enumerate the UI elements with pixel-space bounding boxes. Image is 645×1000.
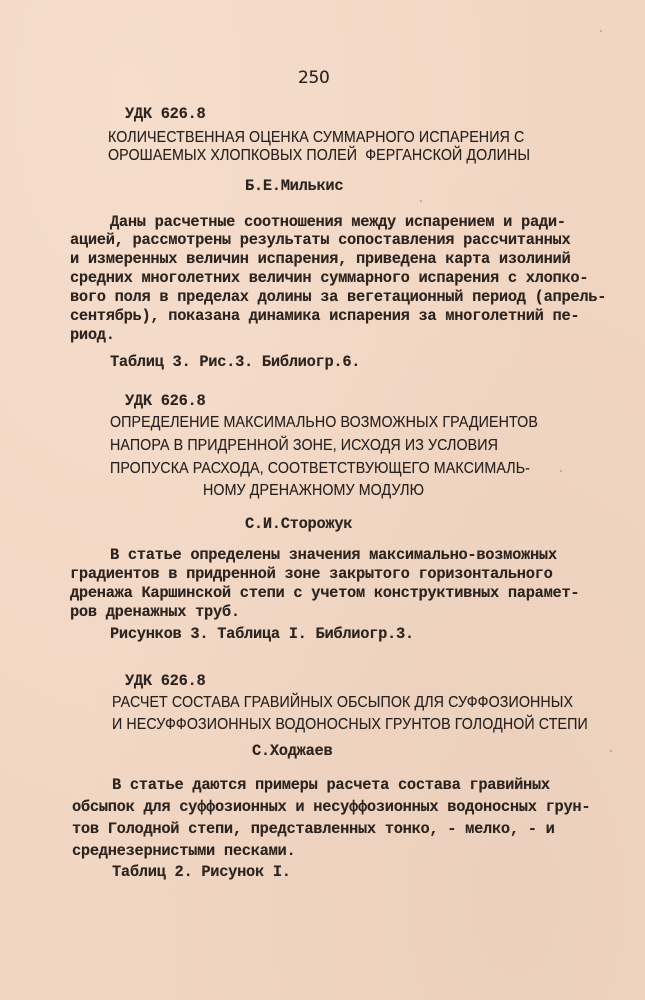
article-1-title-line-2: ОРОШАЕМЫХ ХЛОПКОВЫХ ПОЛЕЙ ФЕРГАНСКОЙ ДОЛИНЫ xyxy=(108,147,531,164)
paper-speck xyxy=(330,300,332,302)
article-3-abstract-line-1: В статье даются примеры расчета состава гравийных xyxy=(112,776,550,794)
article-1-abstract-line-2: ацией, рассмотрены результаты сопоставления рассчитанных xyxy=(70,231,571,249)
article-1-abstract-line-4: средних многолетних величин суммарного испарения с хлопко- xyxy=(70,269,589,287)
paper-speck xyxy=(560,470,562,472)
article-1-abstract-line-7: риод. xyxy=(70,326,115,344)
article-3-title-line-1: РАСЧЕТ СОСТАВА ГРАВИЙНЫХ ОБСЫПОК ДЛЯ СУФФОЗИОННЫХ xyxy=(112,694,574,711)
article-1-title-line-1: КОЛИЧЕСТВЕННАЯ ОЦЕНКА СУММАРНОГО ИСПАРЕНИЯ С xyxy=(108,129,525,146)
article-2-title-line-1: ОПРЕДЕЛЕНИЕ МАКСИМАЛЬНО ВОЗМОЖНЫХ ГРАДИЕНТОВ xyxy=(110,414,538,431)
article-1-author: Б.Е.Милькис xyxy=(245,177,344,195)
article-2-abstract-line-4: ров дренажных труб. xyxy=(70,603,240,621)
article-1-abstract-line-6: сентябрь), показана динамика испарения за многолетний пе- xyxy=(70,307,580,325)
article-3-title-line-2: И НЕСУФФОЗИОННЫХ ВОДОНОСНЫХ ГРУНТОВ ГОЛОДНОЙ СТЕПИ xyxy=(112,716,588,733)
page-number: 250 xyxy=(298,68,330,88)
article-2-author: С.И.Сторожук xyxy=(245,515,353,533)
article-3-udk: УДК 626.8 xyxy=(125,672,206,690)
article-3-author: С.Ходжаев xyxy=(252,742,333,760)
article-3-abstract-line-4: среднезернистыми песками. xyxy=(72,842,296,860)
paper-speck xyxy=(420,200,422,202)
article-2-abstract-line-2: градиентов в придренной зоне закрытого горизонтального xyxy=(70,565,553,583)
article-1-abstract-line-3: и измеренных величин испарения, приведена карта изолиний xyxy=(70,250,571,268)
article-1-refs: Таблиц 3. Рис.3. Библиогр.6. xyxy=(110,353,361,371)
article-2-udk: УДК 626.8 xyxy=(125,392,206,410)
article-1-abstract-line-5: вого поля в пределах долины за вегетационный период (апрель- xyxy=(70,288,607,306)
article-1-udk: УДК 626.8 xyxy=(125,105,206,123)
article-3-abstract-line-3: тов Голодной степи, представленных тонко, - мелко, - и xyxy=(72,820,555,838)
article-3-refs: Таблиц 2. Рисунок I. xyxy=(112,863,291,881)
article-2-title-line-4: НОМУ ДРЕНАЖНОМУ МОДУЛЮ xyxy=(203,482,425,499)
article-3-abstract-line-2: обсыпок для суффозионных и несуффозионных водоносных грун- xyxy=(72,798,591,816)
paper-speck xyxy=(600,30,602,32)
article-2-title-line-2: НАПОРА В ПРИДРЕННОЙ ЗОНЕ, ИСХОДЯ ИЗ УСЛОВИЯ xyxy=(110,437,499,454)
article-1-abstract-line-1: Даны расчетные соотношения между испарением и ради- xyxy=(110,213,566,231)
article-2-abstract-line-1: В статье определены значения максимально-возможных xyxy=(110,546,557,564)
article-2-title-line-3: ПРОПУСКА РАСХОДА, СООТВЕТСТВУЮЩЕГО МАКСИМАЛЬ- xyxy=(110,460,530,477)
paper-speck xyxy=(610,750,612,752)
article-2-refs: Рисунков 3. Таблица I. Библиогр.3. xyxy=(110,625,414,643)
article-2-abstract-line-3: дренажа Каршинской степи с учетом конструктивных парамет- xyxy=(70,584,580,602)
